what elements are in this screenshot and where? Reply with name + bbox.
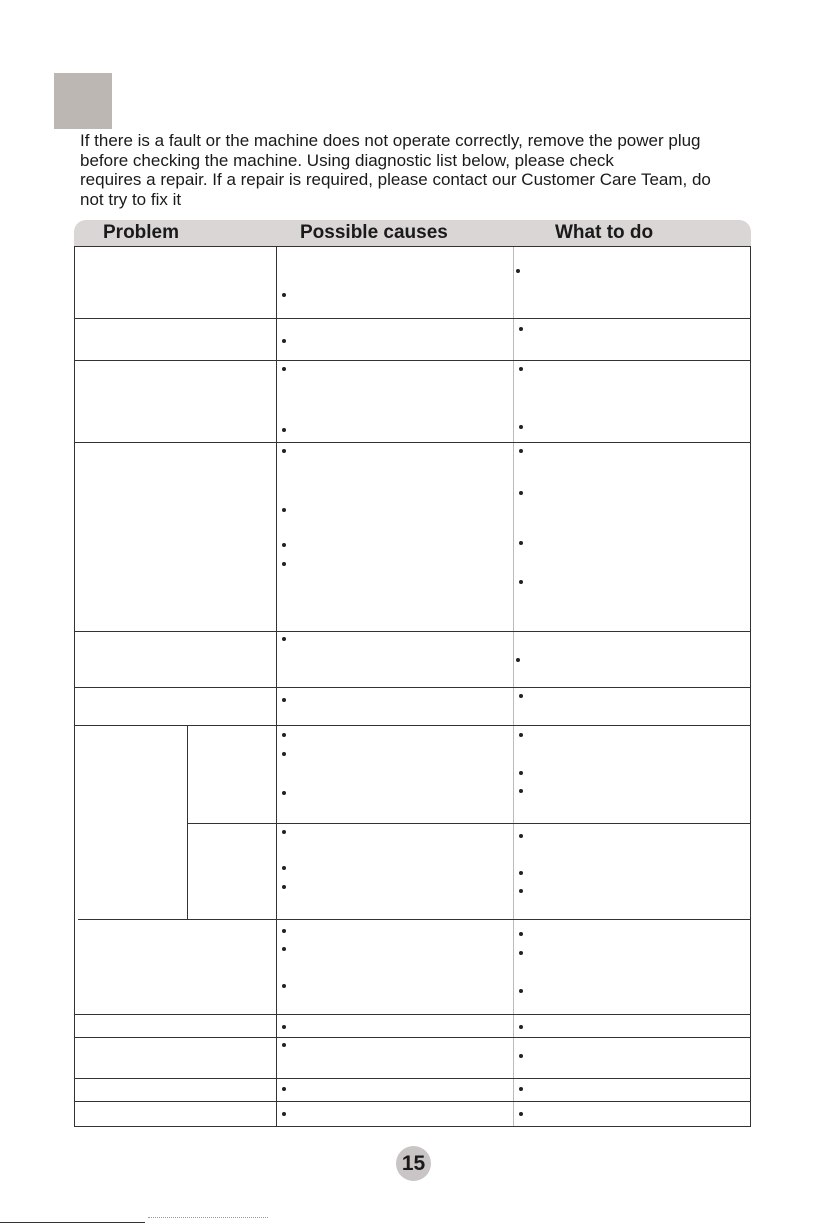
bullet-icon — [519, 871, 523, 875]
bullet-icon — [519, 449, 523, 453]
bullet-icon — [282, 543, 286, 547]
row-divider — [74, 246, 751, 247]
bullet-icon — [282, 733, 286, 737]
bullet-icon — [519, 771, 523, 775]
bullet-icon — [282, 1043, 286, 1047]
bullet-icon — [519, 541, 523, 545]
footer-print-marks — [148, 1217, 268, 1221]
bullet-icon — [282, 508, 286, 512]
bullet-icon — [282, 637, 286, 641]
bullet-icon — [282, 1087, 286, 1091]
bullet-icon — [519, 694, 523, 698]
intro-line: before checking the machine. Using diagnostic list below, please check — [80, 150, 614, 170]
bullet-icon — [519, 491, 523, 495]
row-divider — [74, 1014, 751, 1015]
header-what-to-do: What to do — [555, 222, 654, 243]
bullet-icon — [282, 698, 286, 702]
bullet-icon — [519, 425, 523, 429]
bullet-icon — [282, 428, 286, 432]
row-divider — [74, 442, 751, 443]
bullet-icon — [519, 367, 523, 371]
bullet-icon — [282, 449, 286, 453]
header-problem: Problem — [103, 222, 180, 243]
bullet-icon — [519, 1025, 523, 1029]
bullet-icon — [519, 733, 523, 737]
bullet-icon — [282, 1025, 286, 1029]
bullet-icon — [519, 951, 523, 955]
row-divider — [74, 1037, 751, 1038]
row-divider — [187, 823, 751, 824]
bullet-icon — [516, 269, 520, 273]
bullet-icon — [519, 580, 523, 584]
bullet-icon — [282, 984, 286, 988]
bullet-icon — [282, 929, 286, 933]
bullet-icon — [519, 1087, 523, 1091]
header-possible-causes: Possible causes — [300, 222, 448, 243]
bullet-icon — [282, 830, 286, 834]
bullet-icon — [282, 947, 286, 951]
intro-paragraph — [80, 131, 760, 209]
row-divider — [74, 725, 751, 726]
page-number: 15 — [396, 1146, 431, 1181]
bullet-icon — [282, 339, 286, 343]
bullet-icon — [282, 791, 286, 795]
subcolumn-divider — [187, 725, 188, 919]
bullet-icon — [282, 367, 286, 371]
bullet-icon — [519, 1054, 523, 1058]
section-marker — [54, 73, 112, 129]
row-divider — [74, 687, 751, 688]
bullet-icon — [519, 834, 523, 838]
bullet-icon — [519, 789, 523, 793]
row-divider — [74, 1101, 751, 1102]
row-divider — [74, 318, 751, 319]
bullet-icon — [282, 866, 286, 870]
intro-line: If there is a fault or the machine does not operate correctly, remove the power plug — [80, 131, 701, 150]
bullet-icon — [519, 327, 523, 331]
bullet-icon — [282, 562, 286, 566]
row-divider — [74, 1126, 751, 1127]
bullet-icon — [282, 1112, 286, 1116]
bullet-icon — [519, 989, 523, 993]
intro-line: not try to fix it — [80, 189, 182, 209]
row-divider — [74, 360, 751, 361]
bullet-icon — [519, 889, 523, 893]
footer-rule — [0, 1222, 145, 1223]
bullet-icon — [519, 932, 523, 936]
bullet-icon — [282, 293, 286, 297]
row-divider — [74, 631, 751, 632]
row-divider — [74, 1078, 751, 1079]
intro-line: requires a repair. If a repair is required, please contact our Customer Care Team, do — [80, 170, 711, 189]
row-divider — [78, 919, 751, 920]
bullet-icon — [516, 658, 520, 662]
bullet-icon — [282, 885, 286, 889]
bullet-icon — [519, 1112, 523, 1116]
bullet-icon — [282, 752, 286, 756]
